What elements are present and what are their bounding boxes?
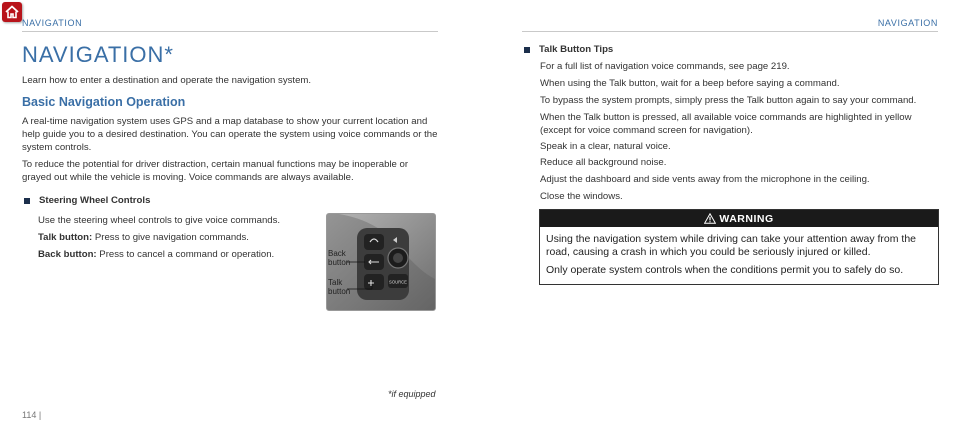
tip-item: Close the windows. bbox=[540, 191, 623, 202]
talk-tips-heading-text: Talk Button Tips bbox=[539, 44, 614, 55]
tip-item: Adjust the dashboard and side vents away from the microphone in the ceiling. bbox=[540, 174, 870, 185]
warning-box bbox=[539, 209, 939, 285]
talk-callout-line1: Talk bbox=[328, 278, 343, 287]
back-callout-line1: Back bbox=[328, 249, 346, 258]
talk-callout-line2: button bbox=[328, 286, 351, 296]
talk-button-callout bbox=[328, 279, 350, 296]
gps-description-paragraph: A real-time navigation system uses GPS and a map database to show your current location and help guide you to a desired destination. You can operate the system using voice commands or the system controls. bbox=[22, 116, 438, 153]
home-icon[interactable] bbox=[2, 2, 22, 22]
talk-button-shape bbox=[364, 274, 384, 290]
warning-triangle-icon bbox=[704, 213, 716, 224]
controls-intro-text: Use the steering wheel controls to give voice commands. bbox=[38, 215, 281, 226]
page-title: NAVIGATION* bbox=[22, 42, 174, 67]
tip-item: Speak in a clear, natural voice. bbox=[540, 141, 671, 152]
steering-controls-heading bbox=[24, 195, 150, 206]
page-number: 114 | bbox=[22, 410, 42, 420]
back-button-term: Back button: bbox=[38, 249, 97, 260]
source-button-label: SOURCE bbox=[389, 279, 407, 285]
back-button-definition: Press to cancel a command or operation. bbox=[96, 249, 275, 260]
back-callout-line2: button bbox=[328, 257, 351, 267]
left-page-header: NAVIGATION bbox=[22, 18, 83, 28]
talk-button-definition: Press to give navigation commands. bbox=[92, 232, 249, 243]
tip-item: To bypass the system prompts, simply press the Talk button again to say your command. bbox=[540, 95, 917, 106]
tip-item: When the Talk button is pressed, all available voice commands are highlighted in yellow (except for voice command screen for navigation). bbox=[540, 112, 912, 136]
warning-text-safe-operation: Only operate system controls when the conditions permit you to safely do so. bbox=[546, 264, 904, 276]
warning-text-distraction: Using the navigation system while driving can take your attention away from the road, causing a crash in which you could be seriously injured or killed. bbox=[546, 233, 917, 258]
talk-button-description bbox=[38, 232, 249, 243]
warning-title: WARNING bbox=[719, 212, 774, 225]
left-header-divider bbox=[22, 31, 438, 32]
warning-header bbox=[540, 210, 938, 227]
tip-item: When using the Talk button, wait for a beep before saying a command. bbox=[540, 78, 840, 89]
square-bullet-icon bbox=[24, 198, 30, 204]
intro-text: Learn how to enter a destination and operate the navigation system. bbox=[22, 75, 312, 86]
square-bullet-icon bbox=[524, 47, 530, 53]
tip-item: Reduce all background noise. bbox=[540, 157, 667, 168]
talk-tips-heading bbox=[524, 44, 613, 55]
talk-button-term: Talk button: bbox=[38, 232, 93, 243]
tip-item: For a full list of navigation voice commands, see page 219. bbox=[540, 61, 790, 72]
back-button-callout bbox=[328, 250, 350, 267]
steering-controls-heading-text: Steering Wheel Controls bbox=[39, 195, 151, 206]
back-button-description bbox=[38, 249, 274, 260]
right-page-header: NAVIGATION bbox=[877, 18, 938, 28]
basic-operation-subheading: Basic Navigation Operation bbox=[22, 95, 186, 109]
phone-button-shape bbox=[364, 234, 384, 250]
footnote: *if equipped bbox=[388, 389, 436, 399]
driver-distraction-paragraph: To reduce the potential for driver distraction, certain manual functions may be inoperable or grayed out while the vehicle is moving. Voice commands are always available. bbox=[22, 159, 409, 183]
right-header-divider bbox=[522, 31, 938, 32]
